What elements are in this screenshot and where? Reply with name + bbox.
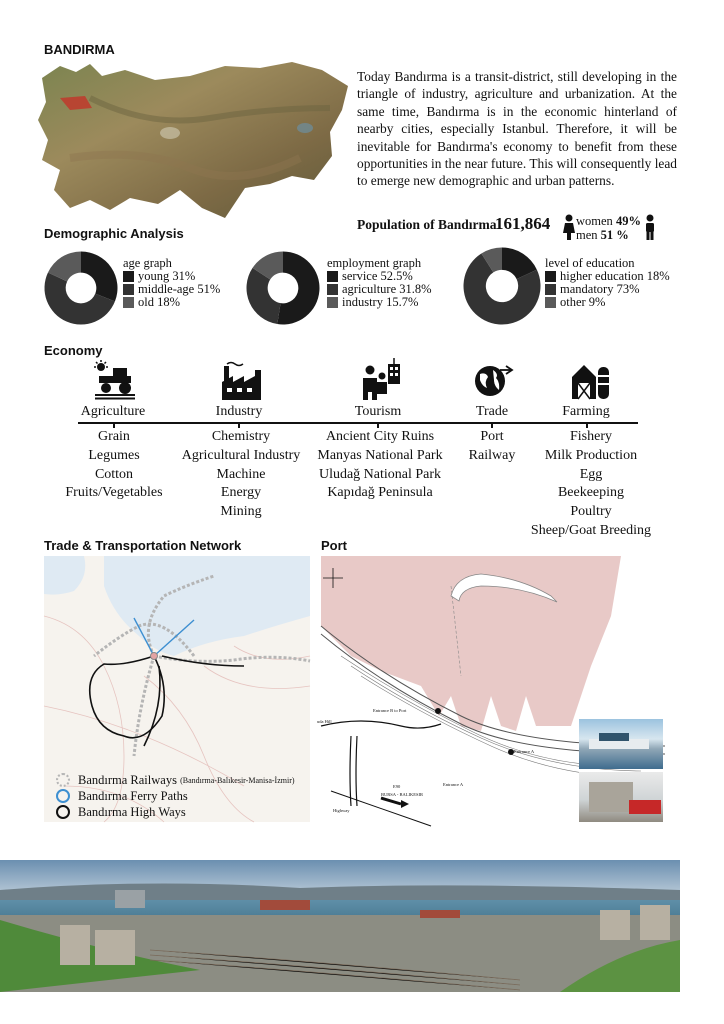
- tourism-items: [310, 428, 450, 503]
- turkey-satellite-map: [30, 58, 350, 228]
- page-title: BANDIRMA: [44, 42, 115, 57]
- ferry-legend-icon: [56, 789, 70, 803]
- port-label-hill: uda Hill: [317, 719, 332, 724]
- employment-legend-service: service 52.5%: [342, 269, 413, 283]
- employment-slice-agriculture: [247, 268, 281, 324]
- list-item: Railway: [468, 447, 516, 463]
- age-legend-old: old 18%: [138, 295, 181, 309]
- list-item: Legumes: [88, 447, 140, 463]
- employment-legend-agriculture: agriculture 31.8%: [342, 282, 432, 296]
- education-legend-mandatory: mandatory 73%: [560, 282, 640, 296]
- list-item: Beekeeping: [557, 485, 625, 501]
- list-item: Kapıdağ Peninsula: [327, 485, 433, 501]
- education-donut-chart: [463, 247, 541, 325]
- economy-category-farming: Farming: [562, 404, 610, 419]
- panorama-photo: [0, 860, 680, 992]
- age-slice-young: [81, 252, 118, 302]
- legend-highways: Bandırma High Ways: [78, 804, 186, 819]
- port-label-highway: Highway: [333, 808, 350, 813]
- education-legend-title: level of education: [545, 256, 635, 270]
- legend-railways: Bandırma Railways: [78, 772, 177, 787]
- legend-swatch: [327, 284, 338, 295]
- employment-legend: [327, 257, 432, 309]
- employment-legend-industry: industry 15.7%: [342, 295, 419, 309]
- highway-legend-icon: [56, 805, 70, 819]
- port-heading: Port: [321, 538, 347, 553]
- list-item: Uludağ National Park: [318, 466, 442, 482]
- demographic-heading: Demographic Analysis: [44, 226, 184, 241]
- list-item: Chemistry: [211, 429, 271, 444]
- men-value: 51 %: [600, 228, 629, 242]
- globe-exchange-icon: [472, 362, 514, 400]
- economy-category-tourism: Tourism: [354, 404, 402, 419]
- age-legend-title: age graph: [123, 256, 172, 270]
- age-legend: [123, 257, 220, 309]
- list-item: Port: [480, 429, 504, 444]
- man-icon: [644, 214, 656, 240]
- port-photo-ships: [579, 719, 663, 769]
- woman-icon: [563, 214, 575, 240]
- legend-swatch: [327, 297, 338, 308]
- port-label-road1: E90: [393, 784, 401, 789]
- list-item: Grain: [98, 429, 130, 444]
- port-photo-silos: [579, 772, 663, 822]
- legend-swatch: [545, 271, 556, 282]
- legend-ferry: Bandırma Ferry Paths: [78, 788, 188, 803]
- agriculture-items: [48, 428, 180, 503]
- employment-donut-chart: [246, 251, 320, 325]
- farming-items: [520, 428, 662, 541]
- economy-category-trade: Trade: [475, 404, 509, 419]
- education-legend-other: other 9%: [560, 295, 606, 309]
- list-item: Ancient City Ruins: [325, 429, 435, 444]
- education-legend-higher: higher education 18%: [560, 269, 670, 283]
- industry-items: [172, 428, 310, 522]
- age-legend-young: young 31%: [138, 269, 196, 283]
- list-item: Manyas National Park: [317, 447, 443, 463]
- age-donut-chart: [44, 251, 118, 325]
- port-label-entrance-a-dot: Entrance A: [514, 749, 535, 754]
- population-block: [357, 214, 677, 244]
- list-item: Energy: [220, 485, 262, 501]
- economy-timeline: [78, 422, 638, 424]
- legend-railways-route: (Bandırma-Balıkesir-Manisa-İzmir): [180, 775, 295, 785]
- employment-slice-service: [277, 252, 319, 325]
- economy-heading: Economy: [44, 343, 103, 358]
- men-label: men: [576, 228, 598, 242]
- port-label-road2: BURSA - BALIKESIR: [381, 792, 424, 797]
- factory-icon: [221, 362, 263, 400]
- list-item: Sheep/Goat Breeding: [530, 522, 652, 538]
- legend-swatch: [545, 284, 556, 295]
- employment-legend-title: employment graph: [327, 256, 422, 270]
- legend-swatch: [123, 297, 134, 308]
- legend-swatch: [123, 271, 134, 282]
- trade-heading: Trade & Transportation Network: [44, 538, 242, 553]
- education-legend: [545, 257, 670, 309]
- port-label-entrance-b: Entrance B to Port: [373, 708, 407, 713]
- tractor-icon: [93, 360, 137, 400]
- port-label-entrance-a: Entrance A: [443, 782, 464, 787]
- economy-category-industry: Industry: [215, 404, 263, 419]
- list-item: Poultry: [570, 504, 612, 520]
- intro-paragraph: Today Bandırma is a transit-district, still developing in the triangle of industry, agriculture and urbanization. At the same time, Bandırma is in the economic hinterland of nearby cities, especially Istanbul. Therefore, it will be inevitable for Bandırma's economy to benefit from these opportunities in the near future. This will consequently lead to emerge new demographic and urban patterns.: [357, 69, 677, 189]
- age-legend-middle: middle-age 51%: [138, 282, 221, 296]
- economy-category-agriculture: Agriculture: [80, 404, 146, 419]
- population-value: 161,864: [495, 214, 551, 233]
- population-label: Population of Bandırma: [357, 217, 497, 232]
- barn-icon: [570, 361, 612, 401]
- legend-swatch: [327, 271, 338, 282]
- list-item: Cotton: [94, 466, 134, 482]
- list-item: Machine: [216, 466, 266, 482]
- legend-swatch: [123, 284, 134, 295]
- list-item: Fishery: [570, 429, 612, 444]
- trade-items: [462, 428, 522, 466]
- tourists-icon: [360, 358, 404, 400]
- women-label: women: [576, 214, 613, 228]
- transport-legend: [56, 772, 295, 820]
- list-item: Agricultural Industry: [181, 447, 301, 463]
- list-item: Milk Production: [544, 447, 638, 463]
- railway-legend-icon: [56, 773, 70, 787]
- legend-swatch: [545, 297, 556, 308]
- list-item: Egg: [579, 466, 603, 482]
- list-item: Fruits/Vegetables: [65, 485, 163, 501]
- list-item: Mining: [220, 504, 262, 520]
- women-value: 49%: [615, 214, 641, 228]
